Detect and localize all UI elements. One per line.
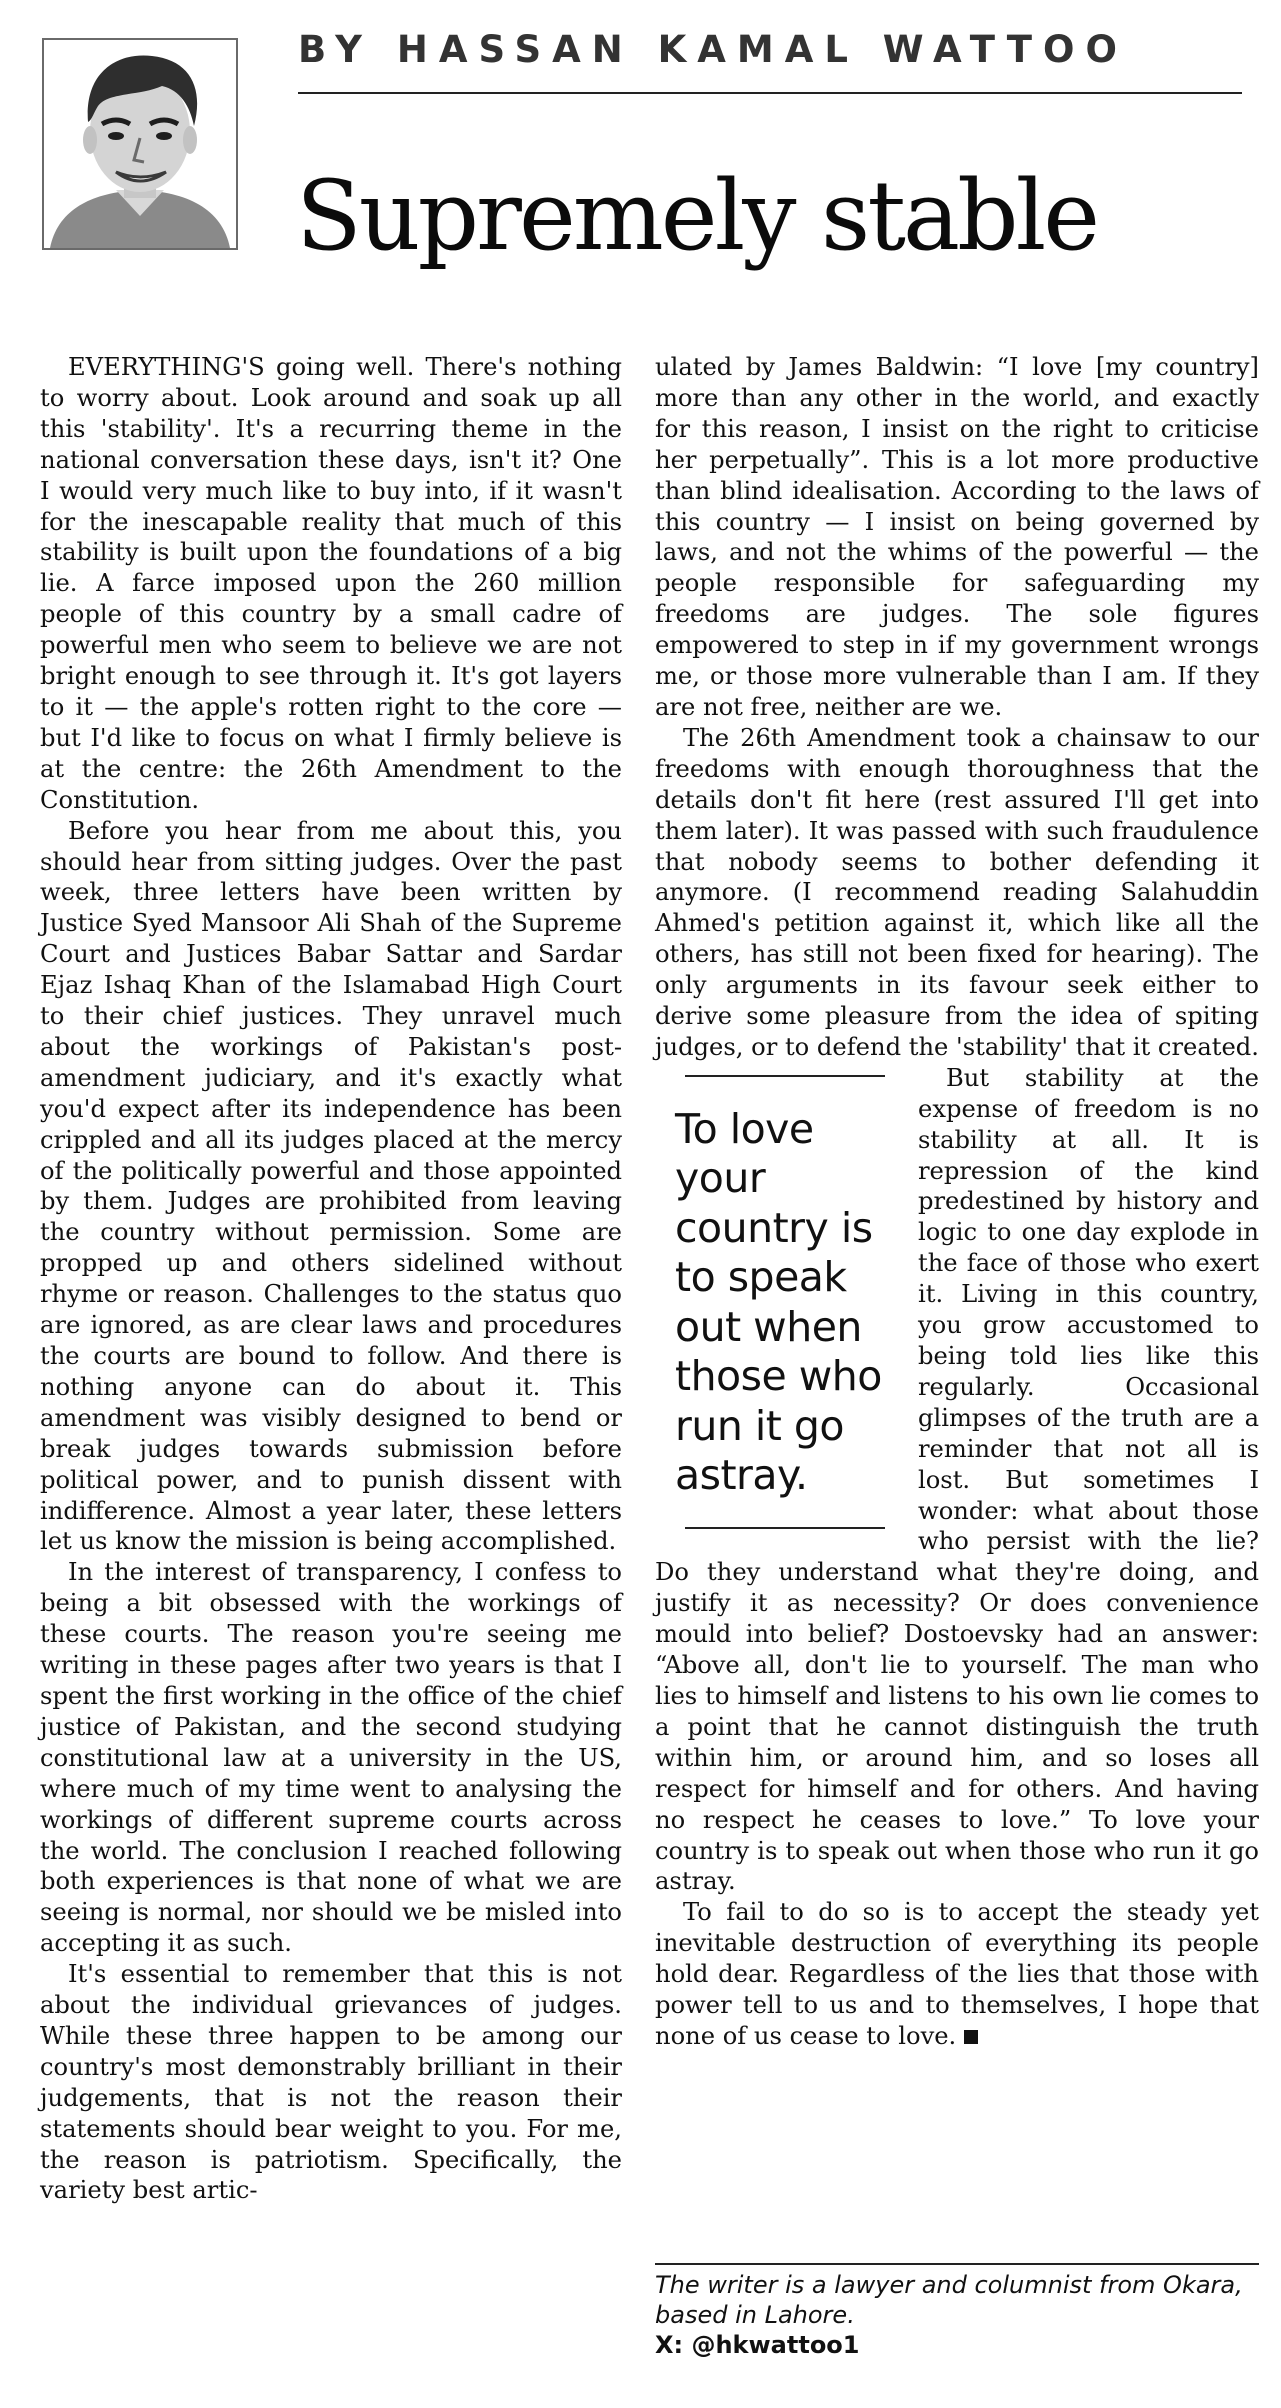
- social-handle: X: @hkwattoo1: [655, 2331, 860, 2359]
- pull-quote-top-rule: [685, 1075, 885, 1077]
- paragraph-text: To fail to do so is to accept the steady yet inevitable destruction of everything its people hold dear. Regardless of the lies that those with power tell to us and to themselves, I hope that none of us cease to love.: [655, 1898, 1259, 2050]
- pull-quote-bottom-rule: [685, 1527, 885, 1529]
- end-square-icon: [964, 2030, 978, 2044]
- author-portrait: [42, 38, 238, 250]
- paragraph: ulated by James Baldwin: “I love [my country] more than any other in the world, and exactly for this reason, I insist on the right to criticise her perpetually”. This is a lot more productive than blind idealisation. According to the laws of this country — I insist on being governed by laws, and not the whims of the powerful — the people responsible for safeguarding my freedoms are judges. The sole figures empowered to step in if my government wrongs me, or those more vulnerable than I am. If they are not free, neither are we.: [655, 353, 1259, 721]
- paragraph: It's essential to remember that this is not about the individual grievances of judges. While these three happen to be among our country's most demonstrably brilliant in their judgements, that is not the reason their statements should bear weight to you. For me, the reason is patriotism. Specifically, the variety best artic-: [40, 1960, 622, 2205]
- byline: BY HASSAN KAMAL WATTOO: [298, 28, 1128, 71]
- paragraph: But stability at the expense of freedom is no stability at all. It is repression of the kind predestined by history and logic to one day explode in the face of those who exert it. Living in this country, you grow accustomed to being told lies like this regularly. Occasional glimpses of the truth are a reminder that not all is lost. But sometimes I wonder: what about those who persist with the lie? Do they understand what they're doing, and justify it as necessity? Or does convenience mould into belief? Dostoevsky had an answer: “Above all, don't lie to yourself. The man who lies to himself and listens to his own lie comes to a point that he cannot distinguish the truth within him, or around him, and so loses all respect for himself and for others. And having no respect he ceases to love.” To love your country is to speak out when those who run it go astray.: [655, 1063, 1259, 1896]
- byline-divider: [298, 92, 1242, 94]
- paragraph-final: [655, 1897, 1259, 2052]
- headline: Supremely stable: [296, 160, 1098, 272]
- article-column-1: [40, 352, 622, 2206]
- paragraph: The 26th Amendment took a chainsaw to our freedoms with enough thoroughness that the details don't fit here (rest assured I'll get into them later). It was passed with such fraudulence that nobody seems to bother defending it anymore. (I recommend reading Salahuddin Ahmed's petition against it, which like all the others, has still not been fixed for hearing). The only arguments in its favour seek either to derive some pleasure from the idea of spiting judges, or to defend the 'stability' that it created.: [655, 723, 1259, 1061]
- article-column-2: [655, 352, 1259, 2052]
- author-portrait-sketch-icon: [44, 40, 236, 248]
- author-footer: [655, 2270, 1259, 2360]
- paragraph: In the interest of transparency, I confess to being a bit obsessed with the workings of these courts. The reason you're seeing me writing in these pages after two years is that I spent the first working in the office of the chief justice of Pakistan, and the second studying constitutional law at a university in the US, where much of my time went to analysing the workings of different supreme courts across the world. The conclusion I reached following both experiences is that none of what we are seeing is normal, nor should we be misled into accepting it as such.: [40, 1558, 622, 1958]
- paragraph: Before you hear from me about this, you should hear from sitting judges. Over the past week, three letters have been written by Justice Syed Mansoor Ali Shah of the Supreme Court and Justices Babar Sattar and Sardar Ejaz Ishaq Khan of the Islamabad High Court to their chief justices. They unravel much about the workings of Pakistan's post-amendment judiciary, and it's exactly what you'd expect after its independence has been crippled and all its judges placed at the mercy of the politically powerful and those appointed by them. Judges are prohibited from leaving the country without permission. Some are propped up and others sidelined without rhyme or reason. Challenges to the status quo are ignored, as are clear laws and procedures the courts are bound to follow. And there is nothing anyone can do about it. This amendment was visibly designed to bend or break judges towards submission before political power, and to punish dissent with indifference. Almost a year later, these letters let us know the mission is being accomplished.: [40, 816, 622, 1556]
- pull-quote-text: To love your country is to speak out when those who run it go astray.: [675, 1104, 882, 1500]
- paragraph: EVERYTHING'S going well. There's nothing to worry about. Look around and soak up all this 'stability'. It's a recurring theme in the national conversation these days, isn't it? One I would very much like to buy into, if it wasn't for the inescapable reality that much of this stability is built upon the foundations of a big lie. A farce imposed upon the 260 million people of this country by a small cadre of powerful men who seem to believe we are not bright enough to see through it. It's got layers to it — the apple's rotten right to the core — but I'd like to focus on what I firmly believe is at the centre: the 26th Amendment to the Constitution.: [40, 353, 622, 814]
- author-note: The writer is a lawyer and columnist from Okara, based in Lahore.: [655, 2271, 1243, 2329]
- footer-divider: [655, 2263, 1259, 2265]
- pull-quote: [655, 1075, 900, 1529]
